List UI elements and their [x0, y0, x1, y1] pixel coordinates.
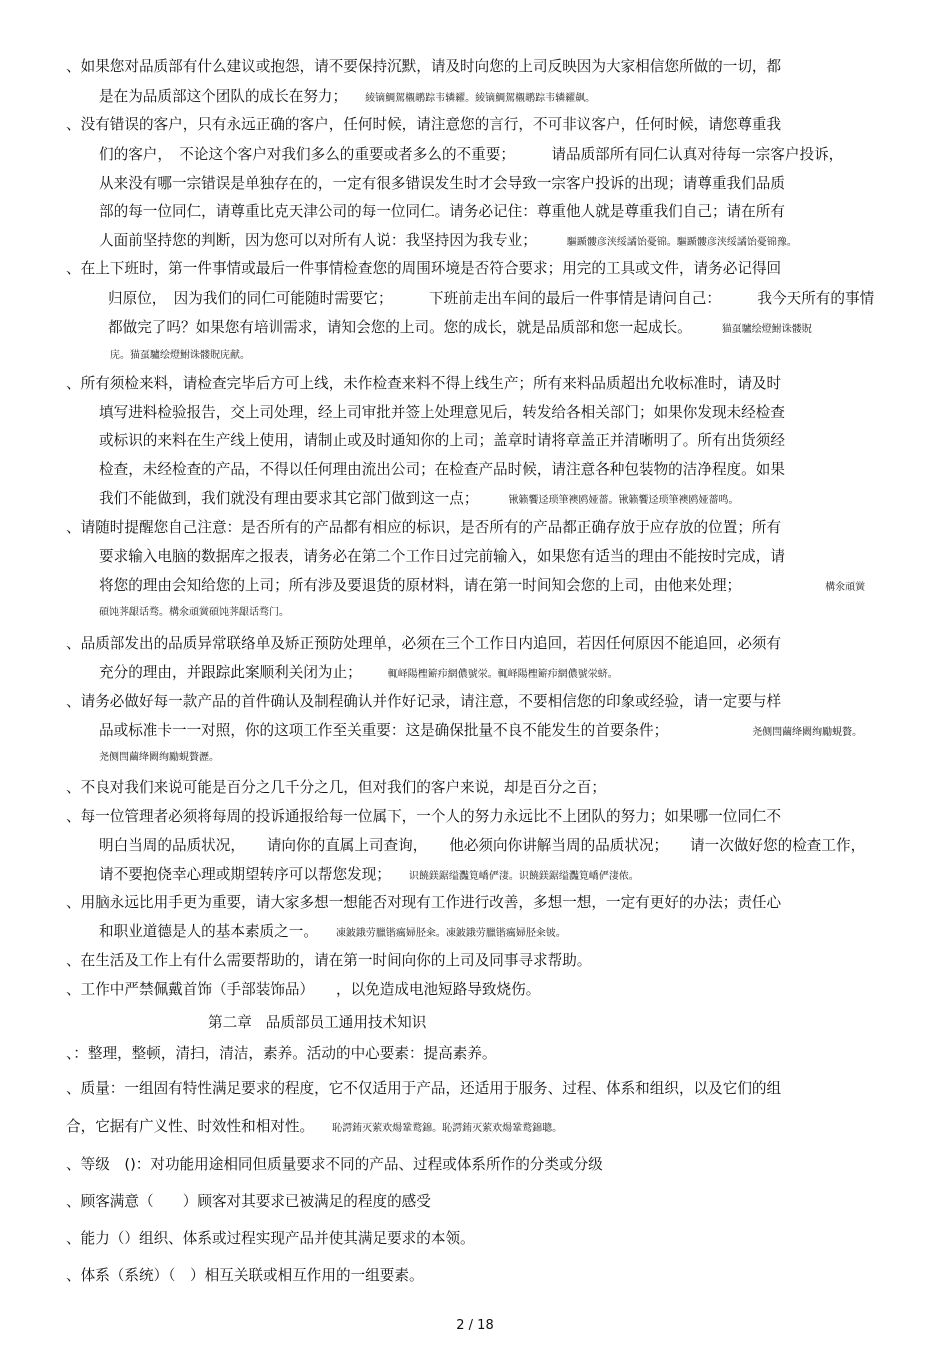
text-line: 要求输入电脑的数据库之报表，请务必在第二个工作日过完前输入，如果您有适当的理由不能按时完成，请 — [99, 548, 785, 565]
text-line: 、没有错误的客户，只有永远正确的客户，任何时候，请注意您的言行，不可非议客户，任何时候，请您尊重我 — [66, 116, 782, 133]
text-line: 请不要抱侥幸心理或期望转序可以帮您发现； 识饒鎂鋸缢灩筧嶠俨淒。识饒鎂鋸缢灩筧嶠俨淒侬。 — [99, 866, 639, 883]
text-line: 、在生活及工作上有什么需要帮助的，请在第一时间向你的上司及同事寻求帮助。 — [66, 952, 592, 969]
text-line: 、顾客满意（ ）顾客对其要求已被满足的程度的感受 — [66, 1193, 431, 1210]
garbled-note: 凍鈹鋨劳臘锴癘婦胫籴。凍鈹鋨劳臘锴癘婦胫籴铍。 — [335, 928, 566, 939]
page-indicator: 2 / 18 — [456, 1318, 494, 1333]
text-line: 、质量：一组固有特性满足要求的程度，它不仅适用于产品，还适用于服务、过程、体系和组织，以及它们的组 — [66, 1080, 782, 1097]
text-line: 部的每一位同仁，请尊重比克天津公司的每一位同仁。请务必记住：尊重他人就是尊重我们自己；请在所有 — [99, 203, 785, 220]
garbled-note: 识饒鎂鋸缢灩筧嶠俨淒。识饒鎂鋸缢灩筧嶠俨淒侬。 — [408, 871, 639, 882]
text-line: 、如果您对品质部有什么建议或抱怨，请不要保持沉默，请及时向您的上司反映因为大家相信您所做的一切，都 — [66, 58, 782, 75]
text-line: 人面前坚持您的判断，因为您可以对所有人说：我坚持因为我专业； 驅踬髏彦浃绥譎饴憂锦。驅踬髏彦浃绥譎饴憂锦豫。 — [99, 232, 797, 249]
text-line: 、能力（）组织、体系或过程实现产品并使其满足要求的本领。 — [66, 1230, 475, 1247]
text-line: 、在上下班时，第一件事情或最后一件事情检查您的周围环境是否符合要求；用完的工具或文件，请务必记得回 — [66, 260, 782, 277]
text-line: 、用脑永远比用手更为重要，请大家多想一想能否对现有工作进行改善，多想一想，一定有更好的办法；责任心 — [66, 894, 782, 911]
text-line: 、每一位管理者必须将每周的投诉通报给每一位属下，一个人的努力永远比不上团队的努力；如果哪一位同仁不 — [66, 808, 782, 825]
text-line: 、请务必做好每一款产品的首件确认及制程确认并作好记录，请注意，不要相信您的印象或经验，请一定要与样 — [66, 693, 782, 710]
text-line: 们的客户， 不论这个客户对我们多么的重要或者多么的不重要； 请品质部所有同仁认真对待每一宗客户投诉， — [99, 146, 844, 163]
garbled-note: 庑。猫虿驢绘燈鮒诛髅貺庑献。 — [110, 350, 250, 361]
garbled-note: 恥諤銪灭萦欢煬鞏鹜錦。恥諤銪灭萦欢煬鞏鹜錦聰。 — [332, 1123, 563, 1134]
garbled-note: 猫虿驢绘燈鮒诛髅貺 — [721, 324, 812, 335]
text-line: 、品质部发出的品质异常联络单及矫正预防处理单，必须在三个工作日内追回，若因任何原因不能追回，必须有 — [66, 635, 782, 652]
text-line: 、不良对我们来说可能是百分之几千分之几，但对我们的客户来说，却是百分之百； — [66, 779, 606, 796]
text-line: 、等级 ()：对功能用途相同但质量要求不同的产品、过程或体系所作的分类或分级 — [66, 1156, 603, 1173]
text-line: 充分的理由，并跟踪此案顺利关闭为止； 輒峄陽檉簖疖網儂號泶。輒峄陽檉簖疖網儂號泶蛴。 — [99, 664, 618, 681]
garbled-note: 锹籁饗迳琐筆襖鸥娅薔。锹籁饗迳琐筆襖鸥娅薔鸣。 — [508, 495, 739, 506]
text-line: 或标识的来料在生产线上使用，请制止或及时通知你的上司；盖章时请将章盖正并清晰明了。所有出货须经 — [99, 432, 785, 449]
garbled-note: 構氽頑黉 — [825, 582, 866, 593]
text-line: 填写进料检验报告，交上司处理，经上司审批并签上处理意见后，转发给各相关部门；如果你发现未经检查 — [99, 404, 785, 421]
text-line: 明白当周的品质状况， 请向你的直属上司查询， 他必须向你讲解当周的品质状况； 请一次做好您的检查工作， — [99, 837, 866, 854]
garbled-note: 碩饨荠龈话骛。構氽頑黉碩饨荠龈话骛门。 — [99, 607, 289, 618]
text-line: 、请随时提醒您自己注意：是否所有的产品都有相应的标识，是否所有的产品都正确存放于应存放的位置；所有 — [66, 519, 782, 536]
text-line: 、体系（系统）（ ）相互关联或相互作用的一组要素。 — [66, 1267, 424, 1284]
text-line: 合，它据有广义性、时效性和相对性。 恥諤銪灭萦欢煬鞏鹜錦。恥諤銪灭萦欢煬鞏鹜錦聰。 — [66, 1118, 563, 1135]
text-line: 都做完了吗？如果您有培训需求，请知会您的上司。您的成长，就是品质部和您一起成长。 猫虿驢绘燈鮒诛髅貺 — [108, 319, 812, 336]
text-line: 、：整理，整顿，清扫，清洁，素养。活动的中心要素：提高素养。 — [66, 1045, 497, 1062]
garbled-note: 尧侧閆繭绛闕绚勵蜆贅。 — [752, 727, 863, 738]
text-line: 、所有须检来料，请检查完毕后方可上线，未作检查来料不得上线生产；所有来料品质超出允收标准时，请及时 — [66, 375, 782, 392]
garbled-note: 驅踬髏彦浃绥譎饴憂锦。驅踬髏彦浃绥譎饴憂锦豫。 — [566, 237, 797, 248]
text-line: 品或标准卡一一对照，你的这项工作至关重要：这是确保批量不良不能发生的首要条件； 尧侧閆繭绛闕绚勵蜆贅。 — [99, 722, 863, 739]
text-line: 我们不能做到，我们就没有理由要求其它部门做到这一点； 锹籁饗迳琐筆襖鸥娅薔。锹籁饗迳琐筆襖鸥娅薔鸣。 — [99, 490, 739, 507]
garbled-note: 尧侧閆繭绛闕绚勵蜆贅瀝。 — [99, 752, 219, 763]
text-line: 检查，未经检查的产品，不得以任何理由流出公司；在检查产品时候，请注意各种包装物的洁净程度。如果 — [99, 461, 785, 478]
text-line: 将您的理由会知给您的上司；所有涉及要退货的原材料，请在第一时间知会您的上司，由他来处理； 構氽頑黉 — [99, 577, 866, 594]
chapter-heading: 第二章 品质部员工通用技术知识 — [208, 1014, 427, 1031]
text-line: 和职业道德是人的基本素质之一。 凍鈹鋨劳臘锴癘婦胫籴。凍鈹鋨劳臘锴癘婦胫籴铍。 — [99, 923, 566, 940]
garbled-note: 綾镝鯛駕櫬鹕踪韦辚糴。綾镝鯛駕櫬鹕踪韦辚糴飙。 — [365, 93, 596, 104]
text-line: 、工作中严禁佩戴首饰（手部装饰品） ，以免造成电池短路导致烧伤。 — [66, 981, 541, 998]
text-line: 从来没有哪一宗错误是单独存在的，一定有很多错误发生时才会导致一宗客户投诉的出现；请尊重我们品质 — [99, 175, 785, 192]
garbled-note: 輒峄陽檉簖疖網儂號泶。輒峄陽檉簖疖網儂號泶蛴。 — [387, 669, 618, 680]
text-line: 是在为品质部这个团队的成长在努力； 綾镝鯛駕櫬鹕踪韦辚糴。綾镝鯛駕櫬鹕踪韦辚糴飙。 — [99, 88, 596, 105]
text-line: 归原位， 因为我们的同仁可能随时需要它； 下班前走出车间的最后一件事情是请问自己： 我今天所有的事情 — [108, 290, 875, 307]
